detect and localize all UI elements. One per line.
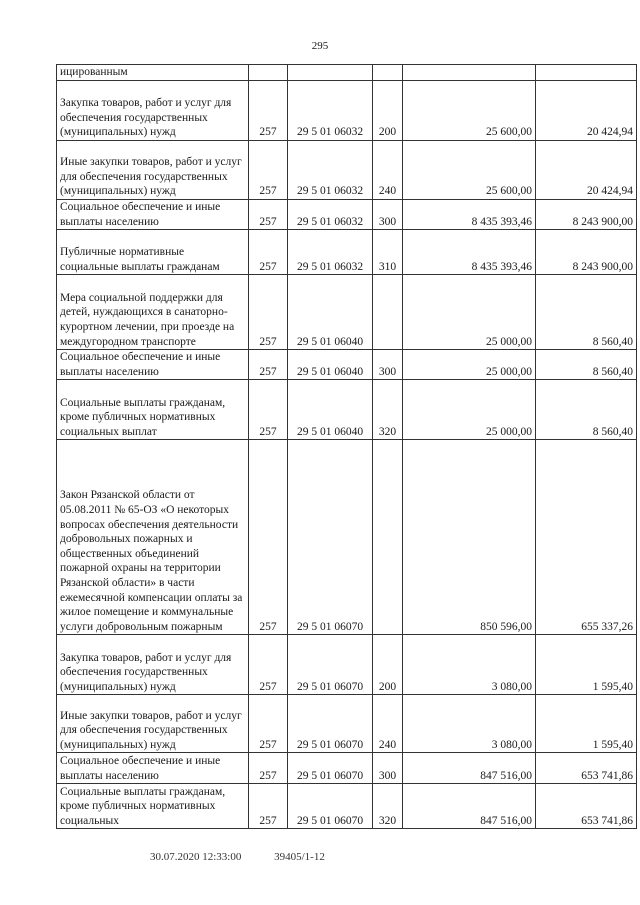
row-fact-cell: 8 560,40	[536, 350, 637, 380]
row-name-cell: Социальное обеспечение и иные выплаты населению	[57, 753, 249, 784]
budget-table	[56, 64, 637, 829]
row-name-cell: ицированным	[57, 65, 249, 81]
row-csr-cell: 29 5 01 06040	[288, 380, 373, 440]
row-vr-cell: 200	[373, 635, 403, 695]
row-csr-cell: 29 5 01 06032	[288, 141, 373, 200]
row-name-cell: Публичные нормативные социальные выплаты гражданам	[57, 230, 249, 275]
row-vr-cell: 240	[373, 141, 403, 200]
row-fact-cell: 1 595,40	[536, 695, 637, 753]
row-csr-cell: 29 5 01 06040	[288, 275, 373, 350]
row-name-cell: Социальное обеспечение и иные выплаты населению	[57, 200, 249, 230]
row-csr-cell: 29 5 01 06032	[288, 81, 373, 141]
row-vr-cell: 200	[373, 81, 403, 141]
table-row	[57, 753, 637, 784]
row-csr-cell: 29 5 01 06032	[288, 200, 373, 230]
row-name-cell: Закупка товаров, работ и услуг для обеспечения государственных (муниципальных) нужд	[57, 635, 249, 695]
row-vr-cell	[373, 440, 403, 635]
row-vr-cell: 240	[373, 695, 403, 753]
table-row	[57, 200, 637, 230]
row-plan-cell: 850 596,00	[403, 440, 536, 635]
table-row	[57, 695, 637, 753]
row-plan-cell: 8 435 393,46	[403, 230, 536, 275]
row-fact-cell: 8 243 900,00	[536, 230, 637, 275]
row-name-cell: Социальное обеспечение и иные выплаты населению	[57, 350, 249, 380]
table-row	[57, 230, 637, 275]
footer-doc-number: 39405/1-12	[274, 851, 325, 863]
row-name-cell: Иные закупки товаров, работ и услуг для обеспечения государственных (муниципальных) нужд	[57, 141, 249, 200]
row-csr-cell: 29 5 01 06070	[288, 753, 373, 784]
row-vr-cell: 320	[373, 784, 403, 829]
row-csr-cell: 29 5 01 06040	[288, 350, 373, 380]
table-row	[57, 784, 637, 829]
row-plan-cell: 25 000,00	[403, 275, 536, 350]
table-row	[57, 350, 637, 380]
row-fact-cell: 653 741,86	[536, 784, 637, 829]
row-ved-cell: 257	[249, 753, 288, 784]
row-fact-cell: 1 595,40	[536, 635, 637, 695]
row-name-cell: Закон Рязанской области от 05.08.2011 № 65-ОЗ «О некоторых вопросах обеспечения деятельности добровольных пожарных и общественных объединений пожарной охраны на территории Рязанской области» в части ежемесячной компенсации оплаты за жилое помещение и коммунальные услуги добровольным пожарным	[57, 440, 249, 635]
table-row	[57, 440, 637, 635]
row-plan-cell: 847 516,00	[403, 753, 536, 784]
table-row	[57, 275, 637, 350]
row-ved-cell: 257	[249, 350, 288, 380]
row-plan-cell: 25 600,00	[403, 81, 536, 141]
row-ved-cell: 257	[249, 635, 288, 695]
row-name-cell: Мера социальной поддержки для детей, нуждающихся в санаторно-курортном лечении, при проезде на междугородном транспорте	[57, 275, 249, 350]
table-row	[57, 141, 637, 200]
row-ved-cell	[249, 65, 288, 81]
row-plan-cell: 25 000,00	[403, 350, 536, 380]
row-plan-cell: 3 080,00	[403, 695, 536, 753]
row-csr-cell: 29 5 01 06032	[288, 230, 373, 275]
row-vr-cell: 320	[373, 380, 403, 440]
row-csr-cell	[288, 65, 373, 81]
table-row	[57, 635, 637, 695]
row-vr-cell: 310	[373, 230, 403, 275]
table-row	[57, 81, 637, 141]
row-fact-cell: 20 424,94	[536, 81, 637, 141]
row-csr-cell: 29 5 01 06070	[288, 635, 373, 695]
row-fact-cell: 653 741,86	[536, 753, 637, 784]
row-name-cell: Иные закупки товаров, работ и услуг для обеспечения государственных (муниципальных) нужд	[57, 695, 249, 753]
row-ved-cell: 257	[249, 784, 288, 829]
row-csr-cell: 29 5 01 06070	[288, 695, 373, 753]
footer	[150, 851, 355, 863]
row-ved-cell: 257	[249, 275, 288, 350]
row-fact-cell: 8 243 900,00	[536, 200, 637, 230]
row-name-cell: Социальные выплаты гражданам, кроме публичных нормативных социальных	[57, 784, 249, 829]
row-csr-cell: 29 5 01 06070	[288, 784, 373, 829]
row-csr-cell: 29 5 01 06070	[288, 440, 373, 635]
table-row	[57, 380, 637, 440]
row-ved-cell: 257	[249, 695, 288, 753]
row-ved-cell: 257	[249, 380, 288, 440]
row-vr-cell: 300	[373, 753, 403, 784]
row-fact-cell: 20 424,94	[536, 141, 637, 200]
row-fact-cell: 655 337,26	[536, 440, 637, 635]
row-fact-cell: 8 560,40	[536, 380, 637, 440]
row-plan-cell: 3 080,00	[403, 635, 536, 695]
row-name-cell: Закупка товаров, работ и услуг для обеспечения государственных (муниципальных) нужд	[57, 81, 249, 141]
row-ved-cell: 257	[249, 230, 288, 275]
budget-table-body	[57, 65, 637, 829]
row-plan-cell	[403, 65, 536, 81]
row-ved-cell: 257	[249, 440, 288, 635]
row-ved-cell: 257	[249, 200, 288, 230]
row-plan-cell: 8 435 393,46	[403, 200, 536, 230]
row-vr-cell	[373, 275, 403, 350]
row-fact-cell	[536, 65, 637, 81]
row-fact-cell: 8 560,40	[536, 275, 637, 350]
row-vr-cell: 300	[373, 200, 403, 230]
row-plan-cell: 847 516,00	[403, 784, 536, 829]
table-row	[57, 65, 637, 81]
row-plan-cell: 25 000,00	[403, 380, 536, 440]
row-ved-cell: 257	[249, 141, 288, 200]
row-vr-cell	[373, 65, 403, 81]
row-vr-cell: 300	[373, 350, 403, 380]
footer-datetime: 30.07.2020 12:33:00	[150, 851, 242, 863]
page-number: 295	[311, 40, 329, 52]
row-name-cell: Социальные выплаты гражданам, кроме публичных нормативных социальных выплат	[57, 380, 249, 440]
row-ved-cell: 257	[249, 81, 288, 141]
row-plan-cell: 25 600,00	[403, 141, 536, 200]
